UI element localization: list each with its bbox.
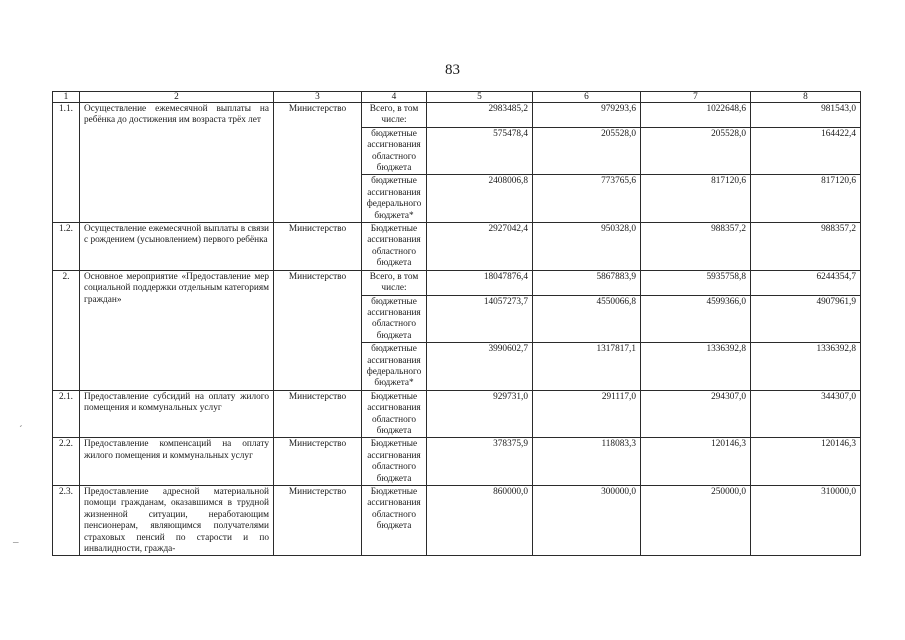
- amount-cell-6: 773765,6: [533, 175, 641, 223]
- amount-cell-6: 979293,6: [533, 103, 641, 128]
- measure-name: Основное мероприятие «Предоставление мер социальной поддержки отдельным категориям граждан»: [80, 270, 274, 390]
- amount-cell-8: 981543,0: [751, 103, 861, 128]
- table-row: [53, 270, 861, 295]
- column-header: 6: [533, 92, 641, 103]
- scan-mark: –: [13, 536, 19, 548]
- amount-cell-6: 300000,0: [533, 486, 641, 556]
- measure-name: Предоставление адресной материальной помощи гражданам, оказавшимся в трудной жизненной ситуации, неработающим пенсионерам, являющимся получателями страховых пенсий по старости и по инвалидности, гражда-: [80, 486, 274, 556]
- funding-source: Всего, в том числе:: [362, 103, 427, 128]
- executor: Министерство: [274, 486, 362, 556]
- amount-cell-7: 1022648,6: [641, 103, 751, 128]
- amount-cell-8: 6244354,7: [751, 270, 861, 295]
- amount-cell-7: 250000,0: [641, 486, 751, 556]
- amount-cell-8: 817120,6: [751, 175, 861, 223]
- executor: Министерство: [274, 390, 362, 438]
- table-row: [53, 223, 861, 271]
- table-row: [53, 103, 861, 128]
- amount-cell-6: 205528,0: [533, 127, 641, 175]
- budget-table: [52, 91, 861, 556]
- row-number: 2.: [53, 270, 80, 390]
- row-number: 2.2.: [53, 438, 80, 486]
- column-header: 3: [274, 92, 362, 103]
- amount-cell-7: 205528,0: [641, 127, 751, 175]
- row-number: 1.1.: [53, 103, 80, 223]
- page-number: 83: [445, 62, 460, 78]
- row-number: 1.2.: [53, 223, 80, 271]
- amount-cell-6: 5867883,9: [533, 270, 641, 295]
- amount-cell-8: 344307,0: [751, 390, 861, 438]
- column-header: 1: [53, 92, 80, 103]
- row-number: 2.3.: [53, 486, 80, 556]
- funding-source: бюджетные ассигнования федерального бюджета*: [362, 343, 427, 391]
- amount-cell-5: 575478,4: [427, 127, 533, 175]
- funding-source: бюджетные ассигнования областного бюджета: [362, 127, 427, 175]
- measure-name: Осуществление ежемесячной выплаты на ребёнка до достижения им возраста трёх лет: [80, 103, 274, 223]
- amount-cell-5: 860000,0: [427, 486, 533, 556]
- table-header: [53, 92, 861, 103]
- measure-name: Осуществление ежемесячной выплаты в связи с рождением (усыновлением) первого ребёнка: [80, 223, 274, 271]
- amount-cell-7: 817120,6: [641, 175, 751, 223]
- header-row: [53, 92, 861, 103]
- amount-cell-6: 1317817,1: [533, 343, 641, 391]
- amount-cell-5: 929731,0: [427, 390, 533, 438]
- amount-cell-5: 2408006,8: [427, 175, 533, 223]
- funding-source: бюджетные ассигнования федерального бюджета*: [362, 175, 427, 223]
- table-row: [53, 390, 861, 438]
- amount-cell-6: 291117,0: [533, 390, 641, 438]
- table-row: [53, 438, 861, 486]
- executor: Министерство: [274, 270, 362, 390]
- amount-cell-7: 988357,2: [641, 223, 751, 271]
- amount-cell-8: 988357,2: [751, 223, 861, 271]
- table-row: [53, 486, 861, 556]
- amount-cell-5: 2927042,4: [427, 223, 533, 271]
- amount-cell-8: 4907961,9: [751, 295, 861, 343]
- amount-cell-5: 14057273,7: [427, 295, 533, 343]
- funding-source: Всего, в том числе:: [362, 270, 427, 295]
- column-header: 4: [362, 92, 427, 103]
- amount-cell-5: 3990602,7: [427, 343, 533, 391]
- executor: Министерство: [274, 438, 362, 486]
- amount-cell-6: 118083,3: [533, 438, 641, 486]
- amount-cell-7: 120146,3: [641, 438, 751, 486]
- column-header: 8: [751, 92, 861, 103]
- funding-source: Бюджетные ассигнования областного бюджета: [362, 223, 427, 271]
- amount-cell-8: 164422,4: [751, 127, 861, 175]
- funding-source: Бюджетные ассигнования областного бюджета: [362, 390, 427, 438]
- scan-mark: ˊ: [19, 424, 23, 436]
- amount-cell-6: 4550066,8: [533, 295, 641, 343]
- amount-cell-7: 4599366,0: [641, 295, 751, 343]
- amount-cell-8: 120146,3: [751, 438, 861, 486]
- amount-cell-7: 5935758,8: [641, 270, 751, 295]
- executor: Министерство: [274, 103, 362, 223]
- funding-source: Бюджетные ассигнования областного бюджета: [362, 438, 427, 486]
- column-header: 7: [641, 92, 751, 103]
- amount-cell-5: 18047876,4: [427, 270, 533, 295]
- amount-cell-8: 310000,0: [751, 486, 861, 556]
- measure-name: Предоставление компенсаций на оплату жилого помещения и коммунальных услуг: [80, 438, 274, 486]
- table-body: [53, 103, 861, 556]
- funding-source: бюджетные ассигнования областного бюджета: [362, 295, 427, 343]
- funding-source: Бюджетные ассигнования областного бюджета: [362, 486, 427, 556]
- executor: Министерство: [274, 223, 362, 271]
- amount-cell-7: 1336392,8: [641, 343, 751, 391]
- amount-cell-8: 1336392,8: [751, 343, 861, 391]
- column-header: 2: [80, 92, 274, 103]
- amount-cell-5: 378375,9: [427, 438, 533, 486]
- amount-cell-7: 294307,0: [641, 390, 751, 438]
- amount-cell-6: 950328,0: [533, 223, 641, 271]
- row-number: 2.1.: [53, 390, 80, 438]
- column-header: 5: [427, 92, 533, 103]
- measure-name: Предоставление субсидий на оплату жилого помещения и коммунальных услуг: [80, 390, 274, 438]
- amount-cell-5: 2983485,2: [427, 103, 533, 128]
